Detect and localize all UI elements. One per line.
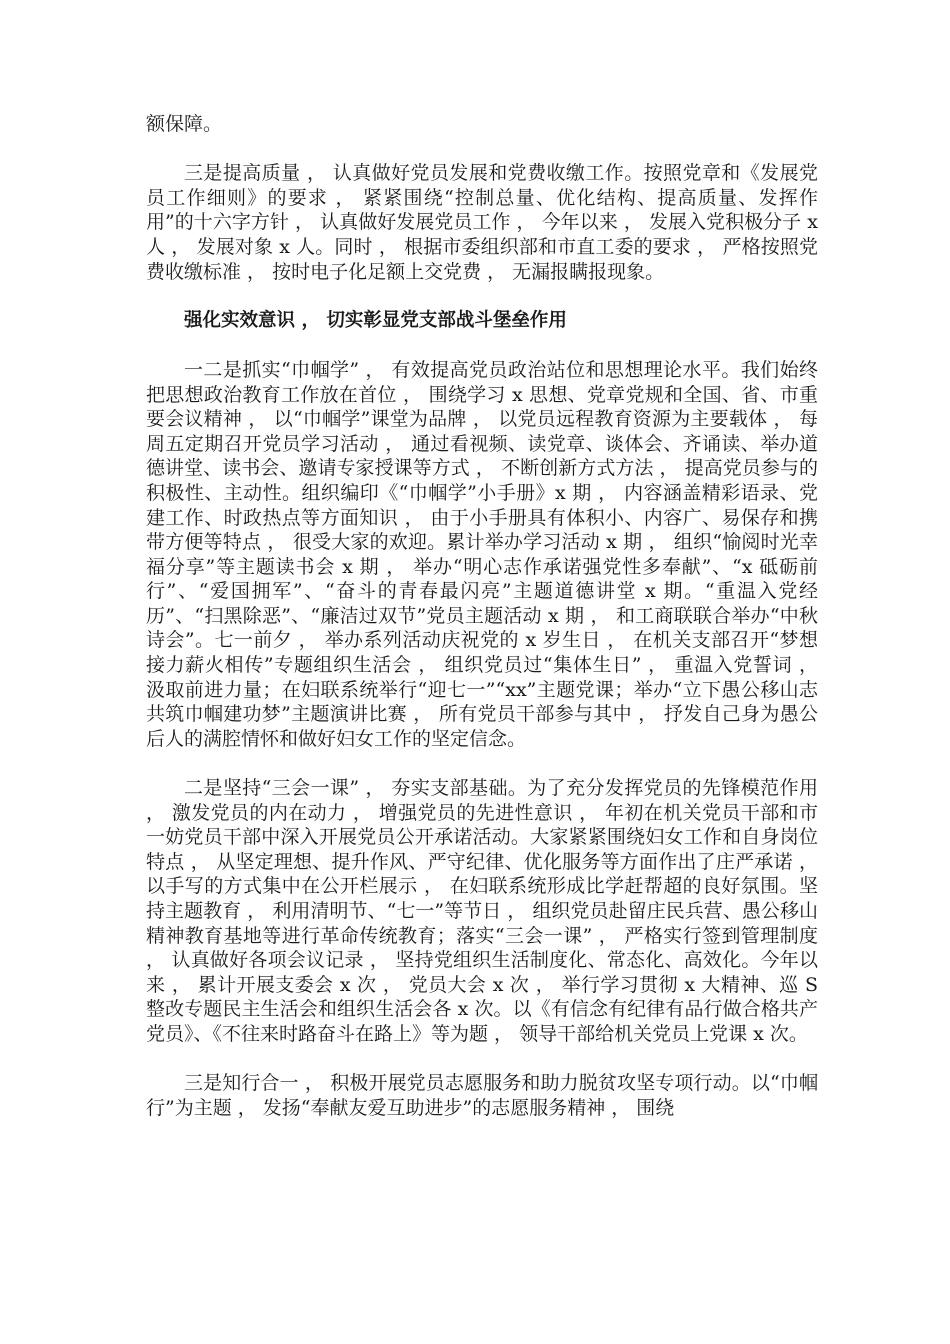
paragraph-study: 一二是抓实“巾帼学” ， 有效提高党员政治站位和思想理论水平。我们始终把思想政治教育工作放在首位 ， 围绕学习 x 思想、党章党规和全国、省、市重要会议精神 ， 以“巾帼学”课堂为品牌 ， 以党员远程教育资源为主要载体 ， 每周五定期召开党员学习活动 ， 通过看视频、读党章、谈体会、齐诵读、举办道德讲堂、读书会、邀请专家授课等方式 ， 不断创新方式方法 ， 提高党员参与的积极性、主动性。组织编印《“巾帼学”小手册》x 期 ， 内容涵盖精彩语录、党建工作、时政热点等方面知识 ， 由于小手册具有体积小、内容广、易保存和携带方便等特点 ， 很受大家的欢迎。累计举办学习活动 x 期 ， 组织“愉阅时光幸福分享”等主题读书会 x 期 ， 举办“明心志作承诺强党性多奉献”、“x 砥砺前行”、“爱国拥军”、“奋斗的青春最闪亮”主题道德讲堂 x 期。“重温入党经历”、“扫黑除恶”、“廉洁过双节”党员主题活动 x 期 ， 和工商联联合举办“中秋诗会”。七一前夕 ， 举办系列活动庆祝党的 x 岁生日 ， 在机关支部召开“梦想接力薪火相传”专题组织生活会 ， 组织党员过“集体生日” ， 重温入党誓词 ， 汲取前进力量；在妇联系统举行“迎七一”“xx”主题党课；举办“立下愚公移山志共筑巾帼建功梦”主题演讲比赛 ， 所有党员干部参与其中 ， 抒发自己身为愚公后人的满腔情怀和做好妇女工作的坚定信念。: [146, 358, 818, 750]
document-body: [146, 112, 818, 1145]
paragraph-quality: 三是提高质量 ， 认真做好党员发展和党费收缴工作。按照党章和《发展党员工作细则》的要求 ， 紧紧围绕“控制总量、优化结构、提高质量、发挥作用”的十六字方针 ， 认真做好发展党员工作 ， 今年以来 ， 发展入党积极分子 x 人 ， 发展对象 x 人。同时 ， 根据市委组织部和市直工委的要求 ， 严格按照党费收缴标准 ， 按时电子化足额上交党费 ， 无漏报瞒报现象。: [146, 162, 818, 283]
paragraph-continuation: 额保障。: [146, 113, 223, 135]
paragraph-three-meetings: 二是坚持“三会一课” ， 夯实支部基础。为了充分发挥党员的先锋模范作用 ， 激发党员的内在动力 ， 增强党员的先进性意识 ， 年初在机关党员干部和市一妨党员干部中深入开展党员公开承诺活动。大家紧紧围绕妇女工作和自身岗位特点 ， 从坚定理想、提升作风、严守纪律、优化服务等方面作出了庄严承诺 ， 以手写的方式集中在公开栏展示 ， 在妇联系统形成比学赶帮超的良好氛围。坚持主题教育 ， 利用清明节、“七一”等节日 ， 组织党员赴留庄民兵营、愚公移山精神教育基地等进行革命传统教育；落实“三会一课” ， 严格实行签到管理制度 ， 认真做好各项会议记录 ， 坚持党组织生活制度化、常态化、高效化。今年以来 ， 累计开展支委会 x 次 ， 党员大会 x 次 ， 举行学习贯彻 x 大精神、巡 S 整改专题民主生活会和组织生活会各 x 次。以《有信念有纪律有品行做合格共产党员》、《不往来时路奋斗在路上》等为题 ， 领导干部给机关党员上党课 x 次。: [146, 777, 818, 1045]
section-heading: 强化实效意识 ， 切实彰显党支部战斗堡垒作用: [184, 309, 567, 331]
paragraph-volunteer: 三是知行合一 ， 积极开展党员志愿服务和助力脱贫攻坚专项行动。以“巾帼行”为主题 ， 发扬“奉献友爱互助进步”的志愿服务精神 ， 围绕: [146, 1072, 818, 1119]
